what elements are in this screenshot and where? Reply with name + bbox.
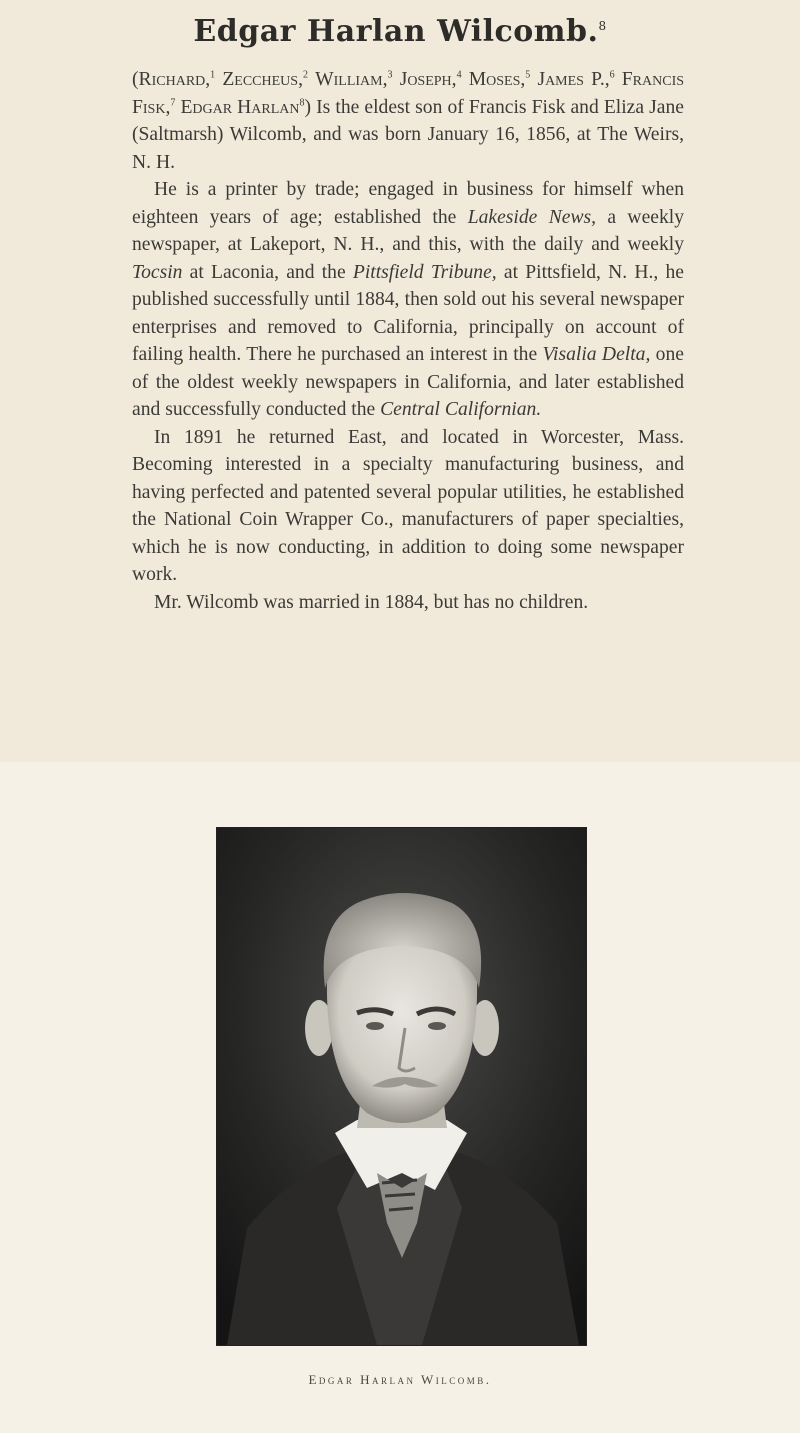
page-title: Edgar Harlan Wilcomb.$^8$ — [193, 14, 607, 49]
portrait-photo — [216, 827, 587, 1346]
newspaper-name: Central Californian. — [380, 399, 542, 420]
title-footnote: 8 — [598, 19, 607, 33]
ancestor: William, — [315, 69, 388, 90]
career-paragraph: He is a printer by trade; engaged in business for himself when eighteen years of age; established the Lakeside News, a weekly newspaper, at Lakeport, N. H., and this, with the daily and weekly Tocsin at Laconia, and the Pittsfield Tribune, at Pittsfield, N. H., he published successfully until 1884, then sold out his several newspaper enterprises and removed to California, principally on account of failing health. There he purchased an interest in the Visalia Delta, one of the oldest weekly newspapers in California, and later established and successfully conducted the Central Californian. — [132, 179, 685, 420]
newspaper-name: Pittsfield Tribune, — [352, 261, 497, 283]
business-paragraph: In 1891 he returned East, and located in Worcester, Mass. Becoming interested in a specialty manufacturing business, and having perfected and patented several popular utilities, he established the National Coin Wrapper Co., manufacturers of paper specialties, which he is now conducting, in addition to doing some newspaper work. — [132, 426, 684, 585]
portrait-illustration — [217, 828, 586, 1345]
ancestor: Moses, — [468, 69, 526, 90]
marriage-paragraph: Mr. Wilcomb was married in 1884, but has no children. — [154, 591, 589, 613]
photo-caption: Edgar Harlan Wilcomb. — [308, 1372, 492, 1387]
ancestor: James P., — [537, 69, 610, 90]
ancestor: Joseph, — [399, 69, 457, 90]
newspaper-name: Visalia Delta, — [542, 344, 651, 365]
ancestor: Edgar Harlan — [180, 96, 300, 118]
newspaper-name: Tocsin — [132, 261, 183, 283]
ancestor: Francis Fisk, — [132, 69, 685, 118]
biography-text — [132, 66, 684, 616]
ancestor: Zeccheus, — [222, 69, 303, 90]
ancestor: Richard, — [138, 69, 211, 90]
lineage-paragraph: (Richard,$^1$ Zeccheus,$^2$ William,$^3$ Joseph,$^4$ Moses,$^5$ James P.,$^6$ Francis Fisk,$^7$ Edgar Harlan$^8$) Is the eldest son of Francis Fisk and Eliza Jane (Saltmarsh) Wilcomb, and was born January 16, 1856, at The Weirs, N. H. — [132, 69, 685, 173]
newspaper-name: Lakeside News, — [467, 206, 597, 228]
